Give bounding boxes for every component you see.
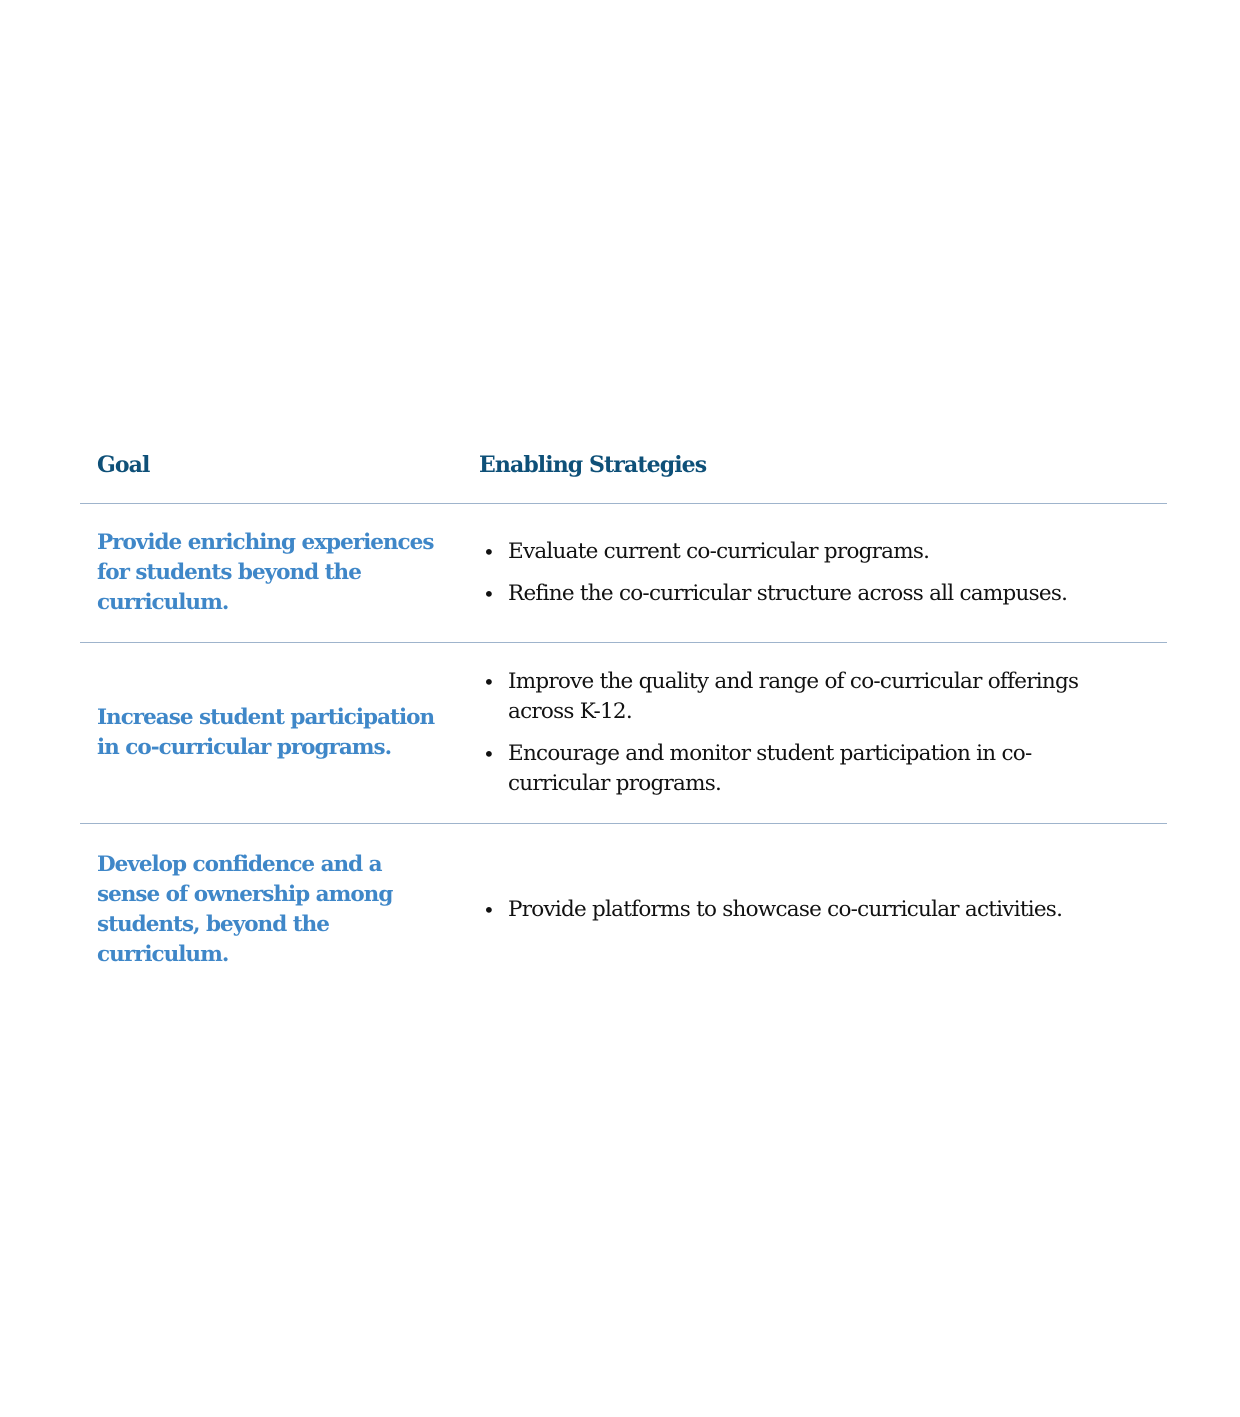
goal-text-line: students, beyond the (97, 912, 329, 937)
goal-text-line: Provide enriching experiences (97, 530, 434, 555)
bullet-icon: • (483, 540, 495, 564)
bullet-icon: • (483, 742, 495, 766)
strategy-text-line: Improve the quality and range of co-curricular offerings (508, 669, 1079, 694)
table-row (80, 643, 1167, 824)
table-row (80, 504, 1167, 643)
strategy-text-line: Encourage and monitor student participation in co- (508, 741, 1032, 766)
strategies-cell (479, 895, 1167, 925)
strategies-cell (479, 537, 1167, 609)
strategy-list (479, 667, 1147, 799)
goal-text-line: curriculum. (97, 942, 229, 967)
strategy-text-line: curricular programs. (508, 771, 722, 796)
bullet-icon: • (483, 582, 495, 606)
strategy-item (479, 667, 1147, 727)
strategy-list (479, 895, 1147, 925)
strategy-list (479, 537, 1147, 609)
strategy-text-line: Refine the co-curricular structure across all campuses. (508, 581, 1068, 606)
strategy-item (479, 579, 1147, 609)
strategy-item (479, 739, 1147, 799)
goal-cell (80, 850, 479, 970)
strategies-cell (479, 667, 1167, 799)
goals-strategies-table (80, 440, 1167, 996)
strategy-item (479, 537, 1147, 567)
strategy-item (479, 895, 1147, 925)
goal-cell (80, 528, 479, 618)
table-row (80, 824, 1167, 996)
strategy-text-line: Evaluate current co-curricular programs. (508, 539, 930, 564)
goal-text-line: Increase student participation (97, 705, 435, 730)
goal-text-line: sense of ownership among (97, 882, 393, 907)
bullet-icon: • (483, 898, 495, 922)
strategy-text-line: across K-12. (508, 699, 632, 724)
goal-text-line: Develop confidence and a (97, 852, 382, 877)
strategy-text-line: Provide platforms to showcase co-curricular activities. (508, 897, 1063, 922)
goal-column-header: Goal (97, 452, 150, 478)
bullet-icon: • (483, 670, 495, 694)
strategies-column-header: Enabling Strategies (479, 452, 707, 478)
goal-text-line: in co-curricular programs. (97, 735, 392, 760)
goal-text-line: for students beyond the (97, 560, 361, 585)
table-header (80, 440, 1167, 504)
goal-cell (80, 703, 479, 763)
goal-text-line: curriculum. (97, 590, 229, 615)
